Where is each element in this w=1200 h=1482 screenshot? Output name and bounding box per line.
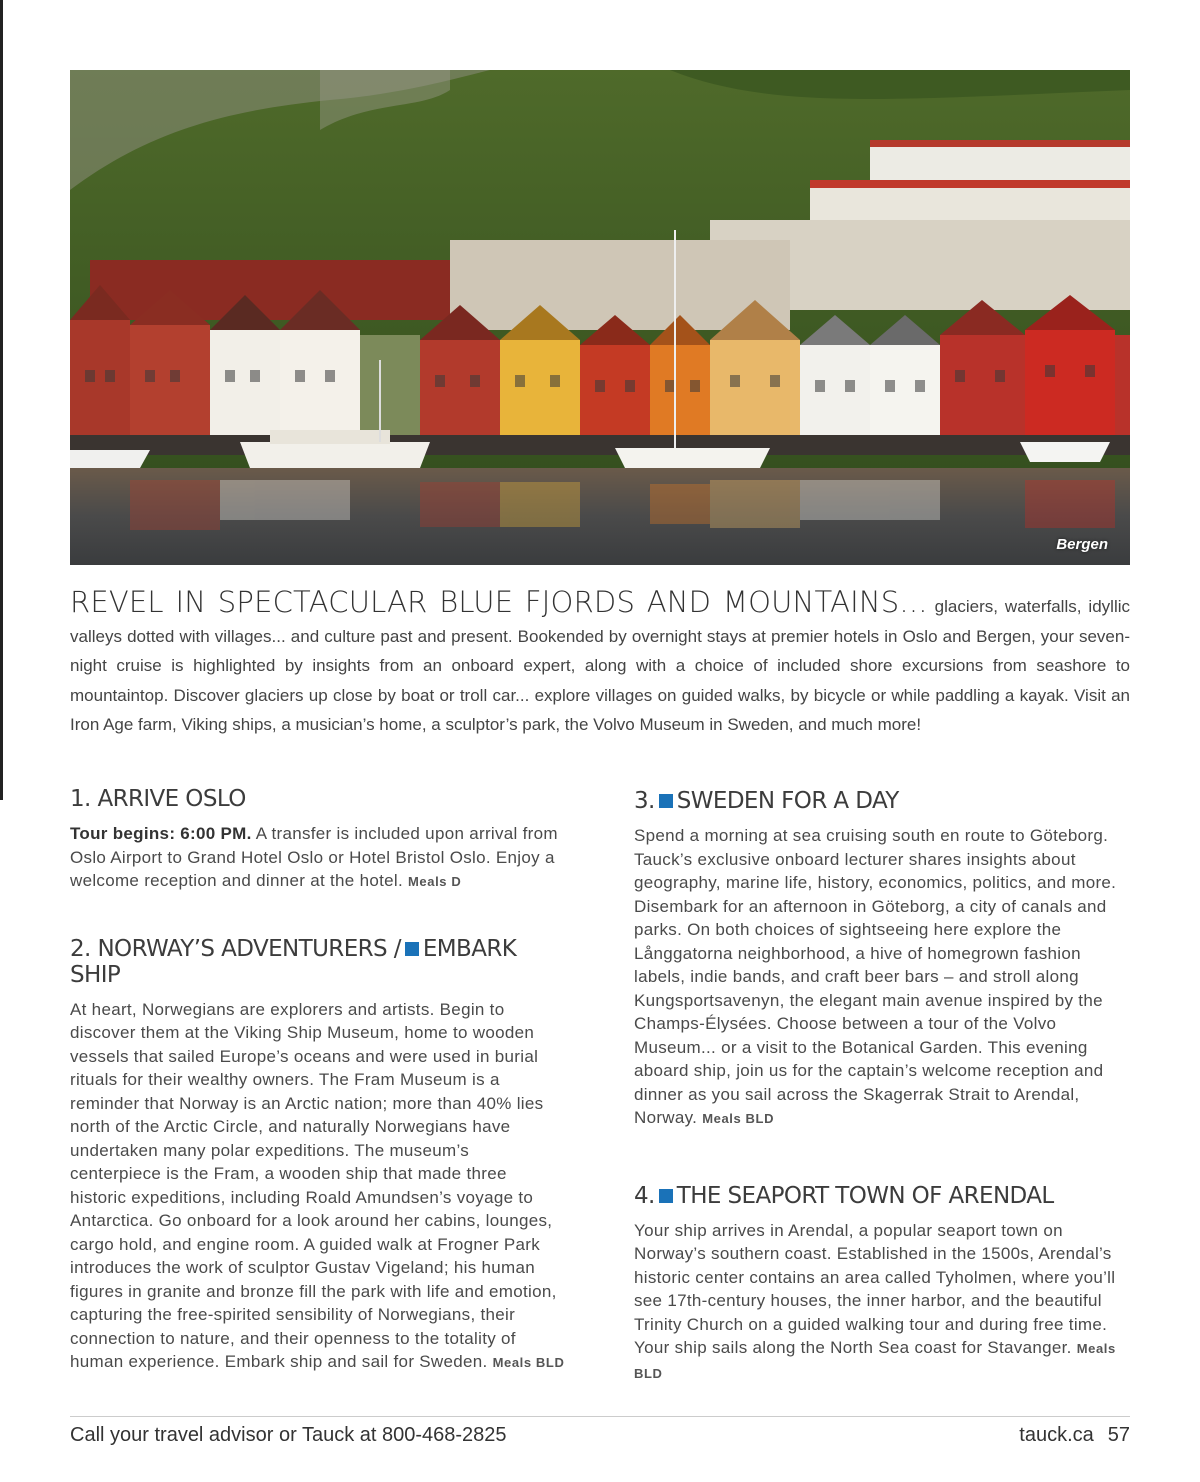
day-1-section: [70, 786, 565, 894]
intro-body: glaciers, waterfalls, idyllic valleys dotted with villages... and culture past and present. Bookended by overnight stays at premier hotels in Oslo and Bergen, your seven-night cruise is highlighted by insights from an onboard expert, along with a choice of included shore excursions from seashore to mountaintop. Discover glaciers up close by boat or troll car... explore villages on guided walks, by bicycle or while paddling a kayak. Visit an Iron Age farm, Viking ships, a musician’s home, a sculptor’s park, the Volvo Museum in Sweden, and much more!: [70, 597, 1130, 734]
footer-contact: Call your travel advisor or Tauck at 800-468-2825: [70, 1424, 507, 1446]
footer-website: tauck.ca: [1019, 1424, 1094, 1446]
day-3-section: [634, 788, 1129, 1131]
ship-square-icon: [659, 794, 673, 808]
left-edge-rule: [0, 0, 3, 800]
ship-square-icon: [405, 942, 419, 956]
day-4-title-text: THE SEAPORT TOWN OF ARENDAL: [676, 1182, 1054, 1209]
day-2-body: At heart, Norwegians are explorers and artists. Begin to discover them at the Viking Ship Museum, home to wooden vessels that sailed Europe’s oceans and were used in burial rituals for their wealthy owners. The Fram Museum is a reminder that Norway is an Arctic nation; more than 40% lies north of the Arctic Circle, and naturally Norwegians have undertaken many polar expeditions. The museum’s centerpiece is the Fram, a wooden ship that made three historic expeditions, including Roald Amundsen’s voyage to Antarctica. Go onboard for a look around her cabins, lounges, cargo hold, and engine room. A guided walk at Frogner Park introduces the work of sculptor Gustav Vigeland; his human figures in granite and bronze fill the park with life and emotion, capturing the free-spirited sensibility of Norwegians, their connection to nature, and their openness to the totality of human experience. Embark ship and sail for Sweden.: [70, 999, 557, 1371]
day-3-title: [634, 788, 1129, 814]
day-4-section: [634, 1183, 1129, 1386]
day-3-meals: Meals BLD: [702, 1111, 775, 1126]
footer-page-info: [1019, 1424, 1130, 1447]
day-4-title: [634, 1183, 1129, 1209]
day-3-number: 3.: [634, 788, 655, 814]
left-column: [70, 786, 565, 1375]
day-4-text: [634, 1219, 1129, 1386]
day-4-body: Your ship arrives in Arendal, a popular seaport town on Norway’s southern coast. Established in the 1500s, Arendal’s historic center contains an area called Tyholmen, where you’ll see 17th-century houses, the inner harbor, and the beautiful Trinity Church on a guided walking tour and during free time. Your ship sails along the North Sea coast for Stavanger.: [634, 1220, 1116, 1357]
day-1-meals: Meals D: [408, 874, 462, 889]
day-3-title-text: SWEDEN FOR A DAY: [676, 788, 899, 814]
day-1-text: [70, 822, 565, 894]
day-2-text: [70, 998, 565, 1375]
ship-square-icon: [659, 1189, 673, 1203]
bergen-harbor-illustration: [70, 70, 1130, 565]
day-2-title-part-b: EMBARK SHIP: [70, 935, 517, 988]
day-2-title: [70, 936, 565, 988]
day-2-section: [70, 936, 565, 1375]
day-1-body: A transfer is included upon arrival from Oslo Airport to Grand Hotel Oslo or Hotel Bristol Oslo. Enjoy a welcome reception and dinner at the hotel.: [70, 824, 558, 890]
hero-photo-bergen: [70, 70, 1130, 565]
footer-divider: [70, 1416, 1130, 1417]
right-column: [634, 788, 1129, 1385]
intro-lead: REVEL IN SPECTACULAR BLUE FJORDS AND MOUNTAINS...: [70, 585, 928, 619]
day-4-number: 4.: [634, 1182, 655, 1209]
page-number: 57: [1107, 1424, 1130, 1446]
day-3-body: Spend a morning at sea cruising south en route to Göteborg. Tauck’s exclusive onboard lecturer shares insights about geography, marine life, history, economics, politics, and more. Disembark for an afternoon in Göteborg, a city of canals and parks. On both choices of sightseeing here explore the Långgatorna neighborhood, a hive of homegrown fashion labels, indie bands, and craft beer bars – and stroll along Kungsportsavenyn, the elegant main avenue inspired by the Champs-Élysées. Choose between a tour of the Volvo Museum... or a visit to the Botanical Garden. This evening aboard ship, join us for the captain’s welcome reception and dinner as you sail across the Skagerrak Strait to Arendal, Norway.: [634, 826, 1117, 1127]
day-2-title-part-a: 2. NORWAY’S ADVENTURERS /: [70, 935, 401, 962]
photo-caption: Bergen: [1056, 536, 1108, 553]
day-2-meals: Meals BLD: [492, 1355, 565, 1370]
day-4-meals: Meals BLD: [634, 1341, 1116, 1381]
day-1-title: 1. ARRIVE OSLO: [70, 786, 246, 812]
day-1-start-time: Tour begins: 6:00 PM.: [70, 824, 252, 843]
intro-paragraph: [70, 585, 1130, 740]
day-3-text: [634, 824, 1129, 1131]
